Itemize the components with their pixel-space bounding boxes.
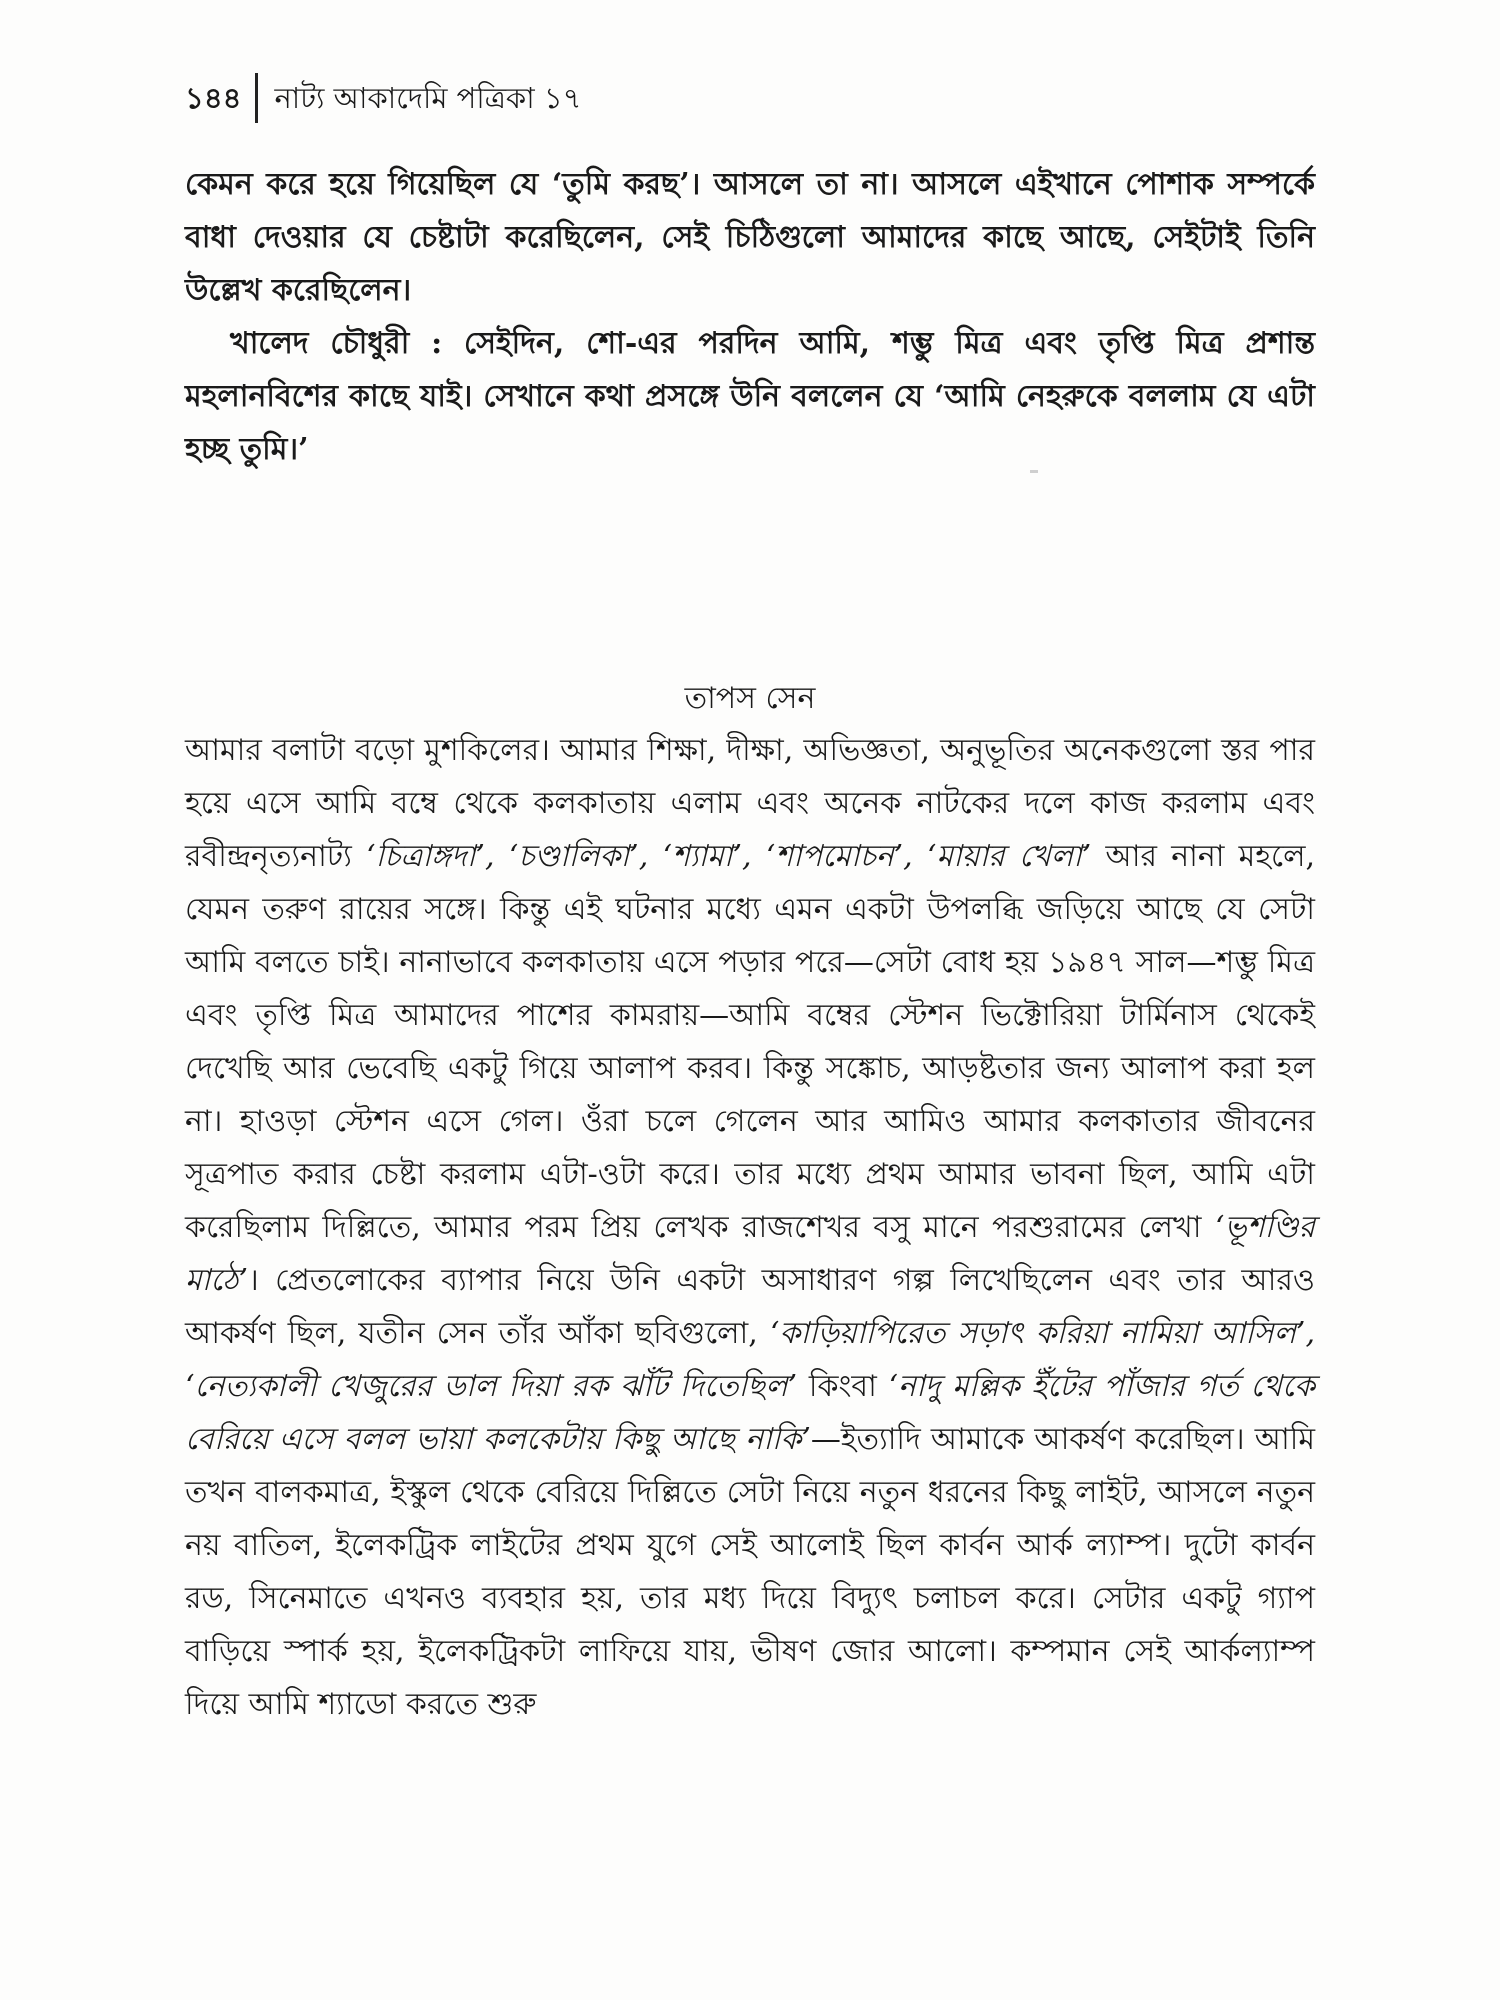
page-number: ১৪৪ [185,80,242,115]
italic-quote-captions: ‘কাড়িয়াপিরেত সড়াৎ করিয়া নামিয়া আসিল’, ‘নেত্যকালী খেজুরের ডাল দিয়া রক ঝাঁট দিতেছিল’ [185,1316,1315,1404]
paragraph-tapas-sen [185,724,1315,1731]
text-segment: আর নানা মহলে, যেমন তরুণ রায়ের সঙ্গে। কিন্তু এই ঘটনার মধ্যে এমন একটা উপলব্ধি জড়িয়ে আছে যে সেটা আমি বলতে চাই। নানাভাবে কলকাতায় এসে পড়ার পরে—সেটা বোধ হয় ১৯৪৭ সাল—শম্ভু মিত্র এবং তৃপ্তি মিত্র আমাদের পাশের কামরায়—আমি বম্বের স্টেশন ভিক্টোরিয়া টার্মিনাস থেকেই দেখেছি আর ভেবেছি একটু গিয়ে আলাপ করব। কিন্তু সঙ্কোচ, আড়ষ্টতার জন্য আলাপ করা হল না। হাওড়া স্টেশন এসে গেল। ওঁরা চলে গেলেন আর আমিও আমার কলকাতার জীবনের সূত্রপাত করার চেষ্টা করলাম এটা-ওটা করে। তার মধ্যে প্রথম আমার ভাবনা ছিল, আমি এটা করেছিলাম দিল্লিতে, আমার পরম প্রিয় লেখক রাজশেখর বসু মানে পরশুরামের লেখা [185,839,1315,1245]
continued-conversation [185,158,1315,476]
speaker-heading: তাপস সেন [684,681,816,716]
text-segment: —ইত্যাদি আমাকে আকর্ষণ করেছিল। আমি তখন বালকমাত্র, ইস্কুল থেকে বেরিয়ে দিল্লিতে সেটা নিয়ে নতুন ধরনের কিছু লাইট, আসলে নতুন নয় বাতিল, ইলেকট্রিক লাইটের প্রথম যুগে সেই আলোই ছিল কার্বন আর্ক ল্যাম্প। দুটো কার্বন রড, সিনেমাতে এখনও ব্যবহার হয়, তার মধ্য দিয়ে বিদ্যুৎ চলাচল করে। সেটার একটু গ্যাপ বাড়িয়ে স্পার্ক হয়, ইলেকট্রিকটা লাফিয়ে যায়, ভীষণ জোর আলো। কম্পমান সেই আর্কল্যাম্প দিয়ে আমি শ্যাডো করতে শুরু [185,1422,1315,1722]
text-segment: আমার বলাটা বড়ো মুশকিলের। আমার শিক্ষা, দীক্ষা, অভিজ্ঞতা, অনুভূতির অনেকগুলো স্তর পার হয়ে এসে আমি বম্বে থেকে কলকাতায় এলাম এবং অনেক নাটকের দলে কাজ করলাম এবং রবীন্দ্রনৃত্যনাট্য [185,733,1315,874]
italic-quote-nadu-mallik: ‘নাদু মল্লিক ইঁটের পাঁজার গর্ত থেকে বেরিয়ে এসে বলল ভায়া কলকেটায় কিছু আছে নাকি’ [185,1369,1316,1457]
text-segment: । প্রেতলোকের ব্যাপার নিয়ে উনি একটা অসাধারণ গল্প লিখেছিলেন এবং তার আরও আকর্ষণ ছিল, যতীন সেন তাঁর আঁকা ছবিগুলো, [185,1263,1315,1351]
paragraph-khaled-chowdhury: খালেদ চৌধুরী : সেইদিন, শো-এর পরদিন আমি, শম্ভু মিত্র এবং তৃপ্তি মিত্র প্রশান্ত মহলানবিশের কাছে যাই। সেখানে কথা প্রসঙ্গে উনি বললেন যে ‘আমি নেহরুকে বললাম যে এটা হচ্ছ তুমি।’ [185,326,1315,467]
journal-title: নাট্য আকাদেমি পত্রিকা ১৭ [274,80,582,115]
text-segment: কিংবা [797,1369,889,1404]
tapas-sen-text [185,724,1315,1731]
print-speck [1030,470,1038,473]
paragraph-continued: কেমন করে হয়ে গিয়েছিল যে ‘তুমি করছ’। আসলে তা না। আসলে এইখানে পোশাক সম্পর্কে বাধা দেওয়ার যে চেষ্টাটা করেছিলেন, সেই চিঠিগুলো আমাদের কাছে আছে, সেইটাই তিনি উল্লেখ করেছিলেন। [185,167,1315,308]
header-divider [255,73,258,123]
running-header [185,72,582,124]
italic-titles-dance-dramas: ‘চিত্রাঙ্গদা’, ‘চণ্ডালিকা’, ‘শ্যামা’, ‘শাপমোচন’, ‘মায়ার খেলা’ [366,839,1092,874]
italic-title-bhushundir-mathe: ‘ভূশণ্ডির মাঠে’ [185,1210,1315,1298]
